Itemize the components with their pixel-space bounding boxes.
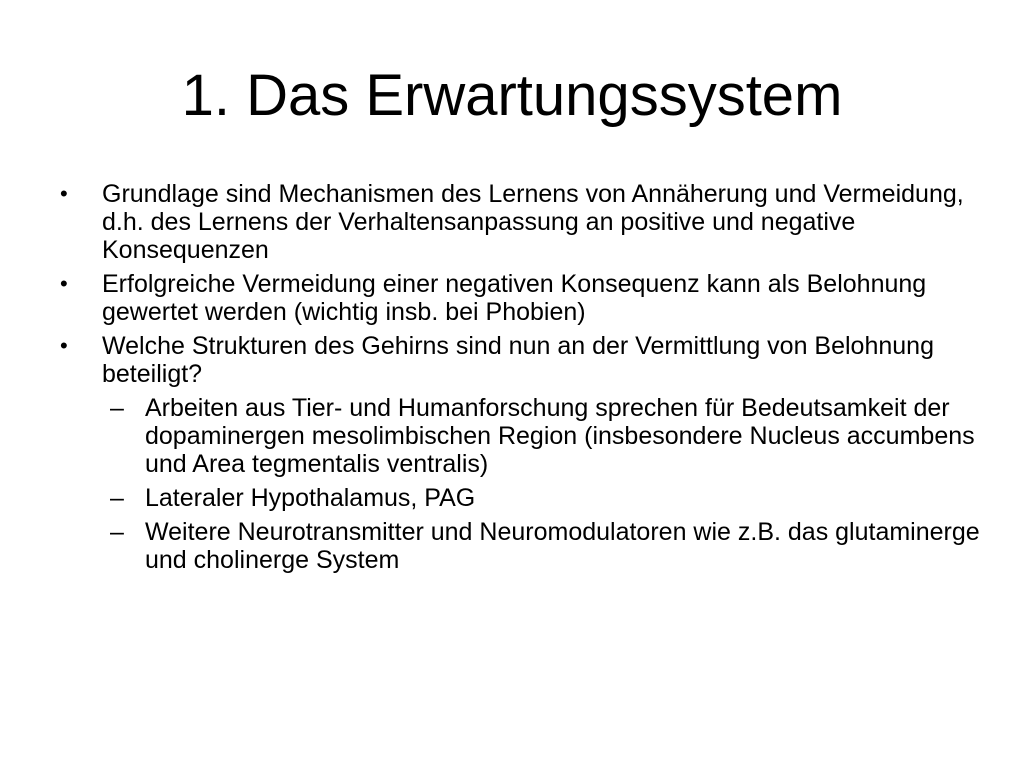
subbullet-marker: –	[110, 484, 124, 512]
bullet-marker: •	[60, 271, 68, 296]
subbullet-item	[60, 484, 980, 512]
subbullet-text: Lateraler Hypothalamus, PAG	[145, 484, 476, 512]
subbullet-marker: –	[110, 394, 124, 422]
slide-title: 1. Das Erwartungssystem	[181, 63, 843, 128]
bullet-marker: •	[60, 181, 68, 206]
subbullet-marker: –	[110, 518, 124, 546]
bullet-marker: •	[60, 333, 68, 358]
bullet-text: Welche Strukturen des Gehirns sind nun an der Vermittlung von Belohnung beteiligt?	[102, 332, 934, 388]
bullet-text: Grundlage sind Mechanismen des Lernens von Annäherung und Vermeidung, d.h. des Lernens der Verhaltensanpassung an positive und negative Konsequenzen	[102, 180, 964, 264]
bullet-item	[60, 332, 980, 388]
subbullet-item	[60, 394, 980, 478]
bullet-text: Erfolgreiche Vermeidung einer negativen Konsequenz kann als Belohnung gewertet werden (wichtig insb. bei Phobien)	[102, 270, 927, 326]
subbullet-text: Arbeiten aus Tier- und Humanforschung sprechen für Bedeutsamkeit der dopaminergen mesolimbischen Region (insbesondere Nucleus accumbens und Area tegmentalis ventralis)	[145, 394, 975, 478]
bullet-item	[60, 180, 980, 264]
subbullet-item	[60, 518, 980, 574]
bullet-item	[60, 270, 980, 326]
subbullet-text: Weitere Neurotransmitter und Neuromodulatoren wie z.B. das glutaminerge und cholinerge System	[145, 518, 980, 574]
slide-content	[60, 180, 980, 580]
